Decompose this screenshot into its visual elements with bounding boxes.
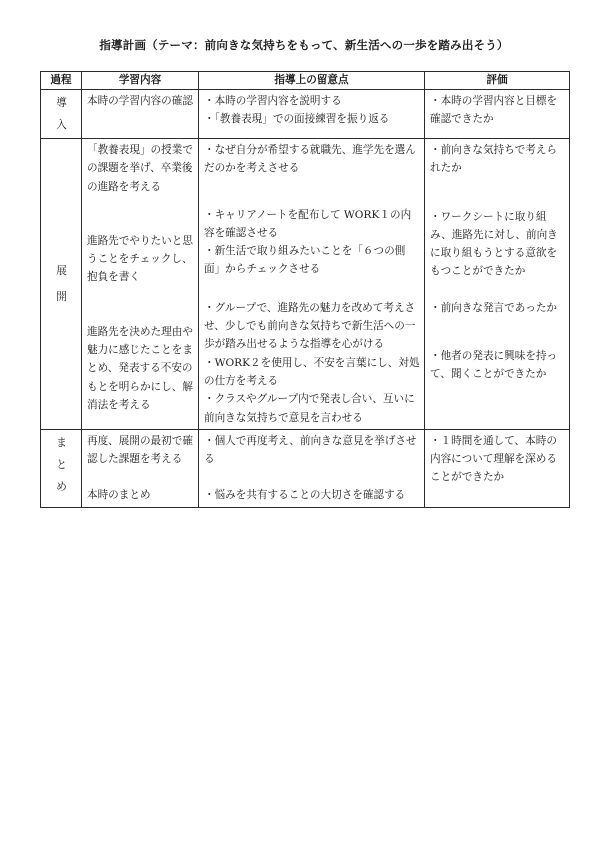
content-item: 進路先を決めた理由や魅力に感じたことをまとめ、発表する不安のもとを明らかにし、解消法を考える [87,325,193,411]
note-item: ・クラスやグループ内で発表し合い、互いに前向きな気持ちで意見を言わせる [204,393,415,424]
content-item: 「教養表現」の授業での課題を挙げ、卒業後の進路を考える [87,144,193,193]
note-item: ・なぜ自分が希望する就職先、進学先を選んだのかを考えさせる [204,144,416,175]
header-stage: 過程 [41,72,82,90]
note-item: ・本時の学習内容を説明する [204,95,342,107]
eval-item: ・１時間を通して、本時の内容について理解を深めることができたか [430,434,557,484]
notes-intro [199,90,425,139]
note-item: ・グループで、進路先の魅力を改めて考えさせ、少しでも前向きな気持ちで新生活への一歩が踏み出せるような指導を心がける [204,301,416,351]
header-eval: 評価 [425,72,570,90]
table-row [41,429,570,507]
eval-item: ・前向きな発言であったか [430,301,558,314]
content-intro-text: 本時の学習内容の確認 [87,95,193,107]
notes-develop [199,139,425,430]
stage-intro [41,90,82,139]
content-summary [82,429,199,507]
content-item: 進路先でやりたいと思うことをチェックし、抱負を書く [87,234,193,284]
eval-item: ・他者の発表に興味を持って、聞くことができたか [430,350,558,381]
note-item: ・悩みを共有することの大切さを確認する [204,489,406,502]
content-intro [82,90,199,139]
header-notes: 指導上の留意点 [199,72,425,90]
eval-item: ・本時の学習内容と目標を確認できたか [430,95,558,126]
table-row [41,90,570,139]
stage-intro-label: 導 入 [56,97,67,131]
eval-intro [425,90,570,139]
eval-item: ・前向きな気持ちで考えられたか [430,144,558,175]
eval-summary [425,429,570,507]
note-item: ・個人で再度考え、前向きな意見を挙げさせる [204,434,417,466]
stage-summary [41,429,82,507]
note-item: ・キャリアノートを配布して WORK１の内容を確認させる [204,208,412,239]
header-content: 学習内容 [82,72,199,90]
eval-develop [425,139,570,430]
note-item: ・「教養表現」での面接練習を振り返る [204,113,390,126]
eval-item: ・ワークシートに取り組み、進路先に対し、前向きに取り組もうとする意欲をもつことができたか [430,210,558,278]
content-item: 再度、展開の最初で確認した課題を考える [87,434,193,466]
content-item: 本時のまとめ [87,489,151,502]
stage-develop-label: 展 開 [56,264,67,303]
content-develop [82,139,199,430]
notes-summary [199,429,425,507]
note-item: ・WORK２を使用し、不安を言葉にし、対処の仕方を考える [204,356,420,387]
stage-summary-label: ま と め [56,436,67,493]
table-row [41,139,570,430]
page-title: 指導計画（テーマ：前向きな気持ちをもって、新生活への一歩を踏み出そう） [99,38,509,52]
note-item: ・新生活で取り組みたいことを「６つの側面」からチェックさせる [204,245,406,276]
stage-develop [41,139,82,430]
lesson-plan-table [40,71,570,508]
table-header-row [41,72,570,90]
